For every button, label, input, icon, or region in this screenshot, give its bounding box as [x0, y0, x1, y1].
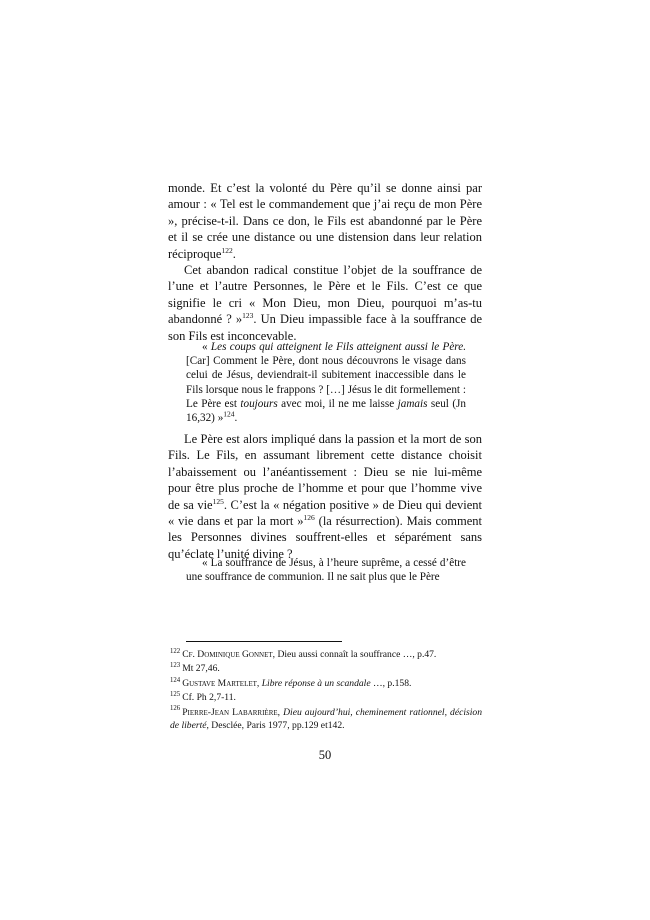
paragraph-2: [168, 262, 482, 344]
paragraph-1-text: monde. Et c’est la volonté du Père qu’il se donne ainsi par amour : « Tel est le commandement que j’ai reçu de mon Père », précise-t-il. Dans ce don, le Fils est abandonné par le Père et il se crée une distance ou une distension dans leur relation réciproque: [168, 181, 482, 261]
footnote-separator-text: ,: [277, 706, 284, 718]
block-quote-1-text: [186, 340, 466, 425]
footnotes: [170, 648, 482, 733]
footnote-separator-text: ,: [256, 677, 262, 689]
paragraph-1-end: .: [232, 246, 236, 261]
footnote-text: , Dieu aussi connaît la souffrance …, p.47.: [272, 649, 437, 660]
paragraph-3-text-a: Le Père est alors impliqué dans la passion et la mort de son Fils. Le Fils, en assumant librement cette distance choisit l’abaissement ou l’anéantissement : Dieu se nie lui-même pour être plus proche de l’homme et pour que l’homme vive de sa vie: [168, 432, 482, 512]
quote-1-text-b: avec moi, il ne me laisse: [277, 397, 398, 410]
quote-1-italic-a: Les coups qui atteignent le Fils atteignent aussi le Père.: [210, 341, 466, 353]
quote-1-open: «: [202, 341, 211, 353]
footnote-ref-125[interactable]: 125: [212, 496, 224, 506]
footnote-author: Gustave Martelet: [182, 677, 257, 689]
paragraph-2-text-b: . Un Dieu impassible face à la souffrance de son Fils est inconcevable.: [168, 312, 482, 343]
footnote-text: , Desclée, Paris 1977, pp.129 et142.: [206, 720, 345, 732]
page-number: 50: [318, 748, 332, 762]
quote-1-text-a: [Car] Comment le Père, dont nous découvrons le visage dans celui de Jésus, deviendrait-il subitement inaccessible dans le Fils lorsque nous le frappons ? […] Jésus le dit formellement : Le Père est: [186, 355, 466, 410]
footnote-ref-122[interactable]: 122: [221, 245, 233, 255]
footnote-125: [170, 691, 482, 704]
body-text-middle: [168, 431, 482, 562]
block-quote-1: [186, 340, 466, 425]
footnote-text: Cf. Ph 2,7-11.: [182, 692, 236, 704]
block-quote-2: [186, 556, 466, 584]
paragraph-1: [168, 180, 482, 262]
footnote-ref-126[interactable]: 126: [303, 512, 315, 522]
paragraph-3: [168, 431, 482, 562]
paragraph-3-text-c: (la résurrection). Mais comment les Personnes divines souffrent-elles et séparément sans qu’éclate l’unité divine ?: [168, 514, 482, 561]
footnote-author: Pierre-Jean Labarrière: [182, 706, 278, 718]
footnote-number: 126: [170, 705, 181, 713]
footnote-title: Libre réponse à un scandale: [261, 677, 371, 689]
footnote-title: Dieu aujourd’hui, cheminement rationnel, décision de liberté: [170, 706, 482, 732]
footnote-ref-124[interactable]: 124: [223, 409, 235, 419]
quote-1-text-c: seul (Jn 16,32) »: [186, 397, 467, 425]
body-text-top: [168, 180, 482, 344]
footnote-124: [170, 677, 482, 690]
quote-1-italic-c: jamais: [397, 397, 428, 410]
block-quote-2-text: « La souffrance de Jésus, à l’heure suprême, a cessé d’être une souffrance de communion. Il ne sait plus que le Père: [186, 557, 466, 584]
quote-1-end: .: [234, 412, 238, 425]
footnote-number: 122: [170, 647, 181, 655]
footnote-text: Mt 27,46.: [182, 663, 220, 675]
footnote-number: 124: [170, 676, 181, 684]
paragraph-3-text-b: . C’est la « négation positive » de Dieu qui devient « vie dans et par la mort »: [168, 497, 482, 529]
paragraph-2-text-a: Cet abandon radical constitue l’objet de la souffrance de l’une et l’autre Personnes, le Père et le Fils. C’est ce que signifie le cri « Mon Dieu, mon Dieu, pourquoi m’as-tu abandonné ? »: [168, 263, 482, 327]
footnote-number: 123: [170, 662, 181, 670]
quote-1-italic-b: toujours: [240, 397, 278, 410]
footnote-123: [170, 662, 482, 675]
footnote-126: [170, 706, 482, 733]
footnote-122: [170, 648, 482, 661]
footnote-author: Cf. Dominique Gonnet: [182, 649, 273, 660]
footnote-separator: [186, 641, 342, 642]
footnote-ref-123[interactable]: 123: [242, 311, 254, 321]
footnote-text: …, p.158.: [370, 677, 412, 689]
footnote-number: 125: [170, 691, 181, 699]
